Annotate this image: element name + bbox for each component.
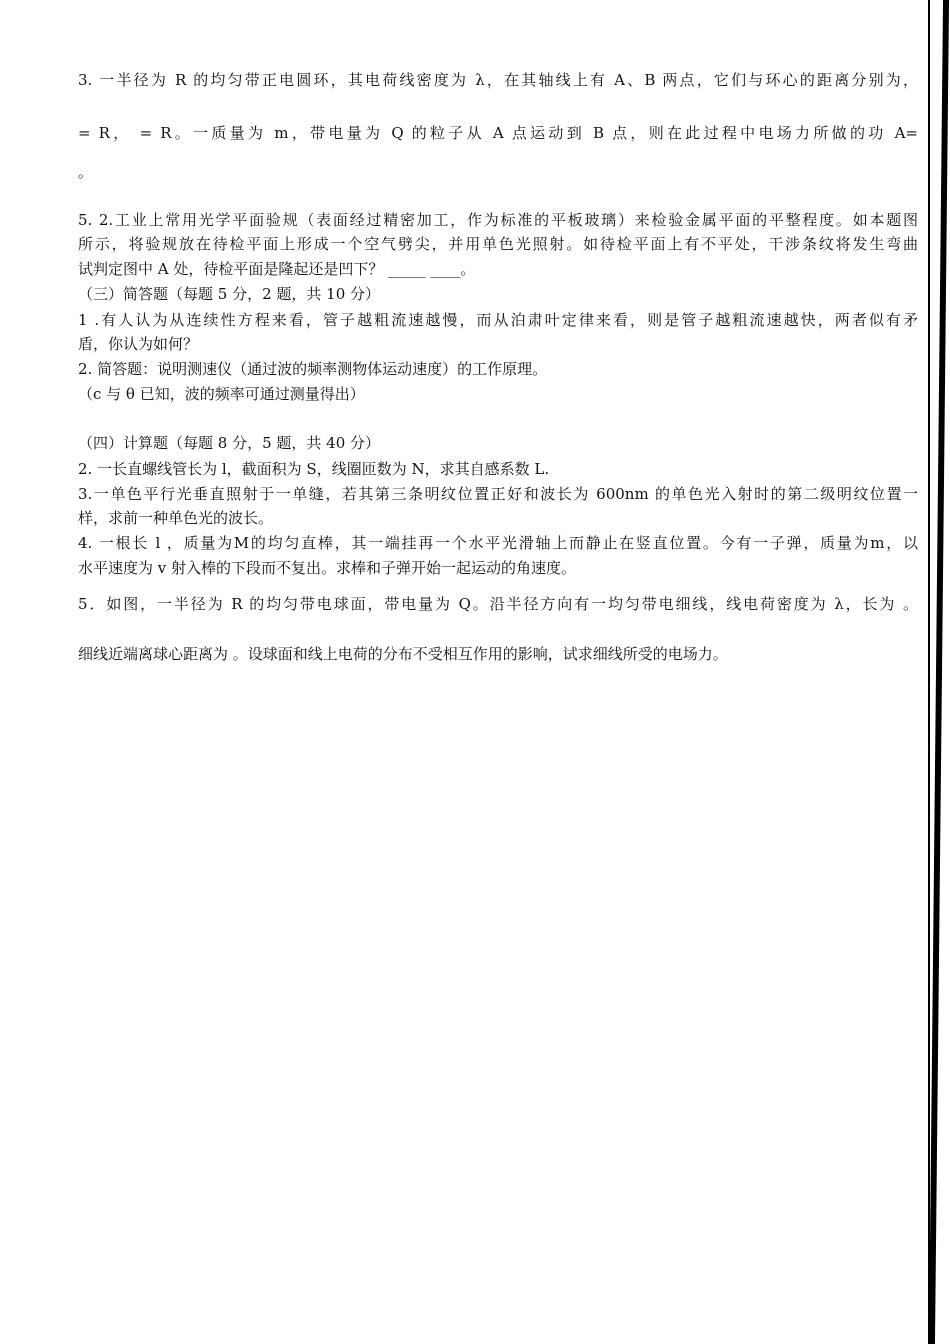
section-short-answer-heading: （三）简答题（每题 5 分，2 题，共 10 分） — [78, 285, 381, 303]
calc2-line: 2. 一长直螺线管长为 l，截面积为 S，线圈匝数为 N，求其自感系数 L. — [78, 460, 550, 478]
calc3-line-1: 3.一单色平行光垂直照射于一单缝，若其第三条明纹位置正好和波长为 600nm 的单色光入射时的第二级明纹位置一 — [78, 485, 918, 503]
q3-line-1: 3. 一半径为 R 的均匀带正电圆环，其电荷线密度为 λ，在其轴线上有 A、B 两点，它们与环心的距离分别为， — [78, 71, 918, 89]
sa1-line-1: 1 .有人认为从连续性方程来看，管子越粗流速越慢，而从泊肃叶定律来看，则是管子越粗流速越快，两者似有矛 — [78, 311, 918, 329]
calc4-line-2: 水平速度为 v 射入棒的下段而不复出。求棒和子弹开始一起运动的角速度。 — [78, 559, 577, 577]
page-right-border-inner — [928, 0, 930, 1344]
calc3-line-2: 样，求前一种单色光的波长。 — [78, 509, 274, 527]
section-calculation-heading: （四）计算题（每题 8 分，5 题，共 40 分） — [78, 434, 381, 452]
sa1-line-2: 盾，你认为如何？ — [78, 335, 199, 353]
q5-line-1: 5. 2.工业上常用光学平面验规（表面经过精密加工，作为标准的平板玻璃）来检验金属平面的平整程度。如本题图 — [78, 211, 918, 229]
sa2-line-2: （c 与 θ 已知，波的频率可通过测量得出） — [78, 385, 365, 403]
calc5-line-1: 5．如图，一半径为 R 的均匀带电球面，带电量为 Q。沿半径方向有一均匀带电细线，线电荷密度为 λ，长为 。 — [78, 595, 918, 613]
q5-line-3: 试判定图中 A 处，待检平面是隆起还是凹下？ _____ ____。 — [78, 260, 476, 278]
q5-line-2: 所示，将验规放在待检平面上形成一个空气劈尖，并用单色光照射。如待检平面上有不平处，干涉条纹将发生弯曲 — [78, 235, 918, 253]
q3-line-3: 。 — [78, 163, 94, 181]
sa2-line-1: 2. 简答题：说明测速仪（通过波的频率测物体运动速度）的工作原理。 — [78, 360, 548, 378]
q3-line-2: = R， = R。一质量为 m，带电量为 Q 的粒子从 A 点运动到 B 点，则在此过程中电场力所做的功 A= — [78, 124, 918, 142]
calc5-line-2: 细线近端离球心距离为 。设球面和线上电荷的分布不受相互作用的影响，试求细线所受的电场力。 — [78, 645, 728, 663]
page-right-border — [929, 0, 949, 1344]
calc4-line-1: 4. 一根长 l ，质量为M的均匀直棒，其一端挂再一个水平光滑轴上而静止在竖直位置。今有一子弹，质量为m，以 — [78, 534, 918, 552]
